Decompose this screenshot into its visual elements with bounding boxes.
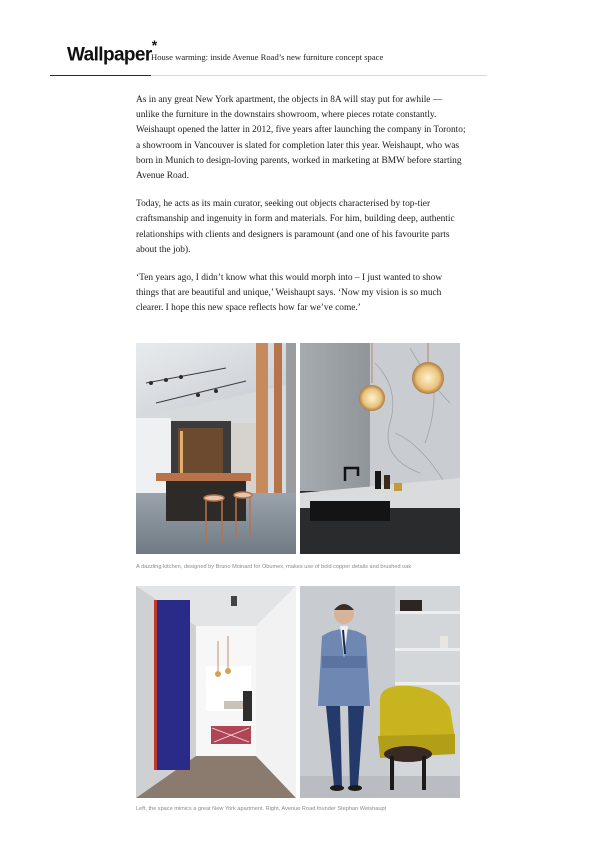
sink-pendant-photo: [300, 343, 460, 554]
article-paragraph: Today, he acts as its main curator, seeking out objects characterised by top-tier craftsmanship and ingenuity in form and materials. For him, building deep, authentic relationships with clients and designers is paramount (and one of his favourite parts about the job).: [136, 199, 455, 255]
article-body: [136, 93, 466, 330]
figure-caption: A dazzling kitchen, designed by Bruno Moinard for Obumex, makes use of bold copper details and brushed oak: [136, 564, 412, 570]
header-rule-accent: [50, 75, 151, 76]
article-headline: House warming: inside Avenue Road’s new furniture concept space: [151, 52, 384, 62]
figure-caption: Left, the space mimics a great New York apartment. Right, Avenue Road founder Stephan Weishaupt: [136, 806, 387, 812]
kitchen-photo: [136, 343, 296, 554]
article-paragraph: ‘Ten years ago, I didn’t know what this would morph into – I just wanted to show things that are beautiful and unique,’ Weishaupt says. ‘Now my vision is so much clearer. I hope this new space reflects how far we’ve come.’: [136, 273, 443, 314]
article-paragraph: As in any great New York apartment, the objects in 8A will stay put for awhile — unlike the furniture in the downstairs showroom, where pieces rotate constantly. Weishaupt opened the latter in 2012, five years after launching the company in Toronto; a showroom in Vancouver is slated for completion later this year. Weishaupt, who was born in Munich to design-loving parents, worked in marketing at BMW before starting Avenue Road.: [136, 95, 466, 182]
hallway-photo: [136, 586, 296, 798]
founder-portrait-photo: [300, 586, 460, 798]
site-header: [67, 38, 487, 78]
header-rule: [151, 75, 487, 76]
wallpaper-logo[interactable]: Wallpaper*: [67, 37, 157, 66]
